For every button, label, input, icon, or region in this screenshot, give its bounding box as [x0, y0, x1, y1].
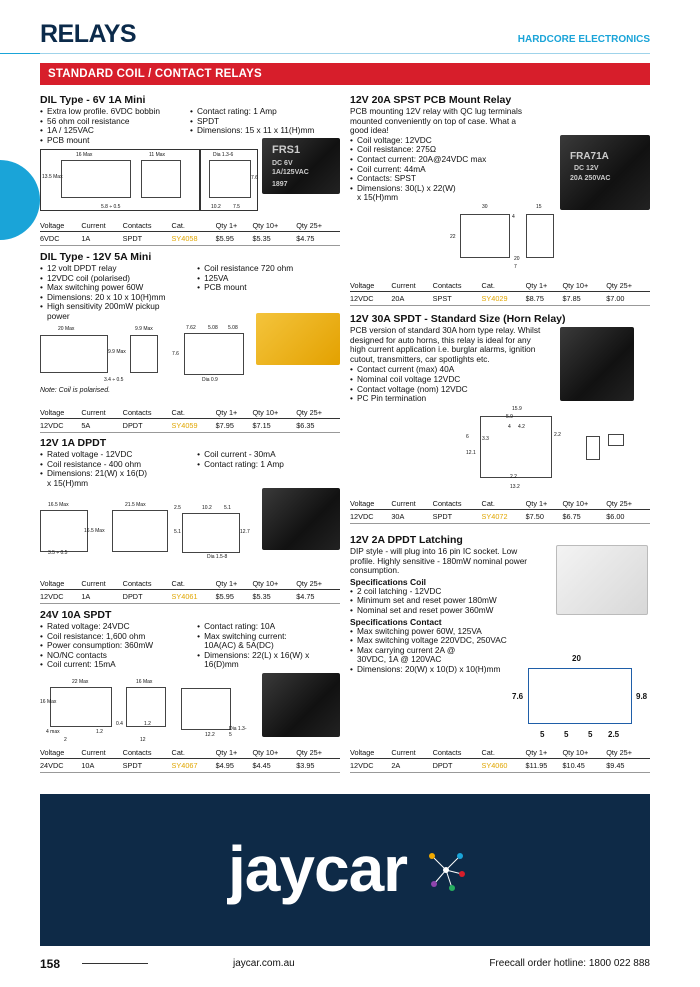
table-header-row: [40, 747, 340, 759]
dimension-diagram: [40, 323, 160, 385]
price-table: [40, 407, 340, 433]
cell-price: $6.00: [606, 510, 650, 524]
cell-current: 1A: [81, 590, 122, 604]
spec-item: • Nominal coil voltage 12VDC: [350, 375, 650, 385]
price-table: [40, 220, 340, 246]
cell-price: $5.35: [252, 590, 296, 604]
dimension-diagram: [40, 149, 200, 211]
cell-voltage: 24VDC: [40, 759, 81, 773]
table-row: [350, 759, 650, 773]
dim-label: 16 Max: [40, 699, 57, 705]
product-photo: [262, 673, 340, 737]
dim-label: 7.6: [512, 692, 524, 701]
dim-label: 1.2: [96, 729, 103, 735]
cell-current: 2A: [391, 759, 432, 773]
spec-item: • Max switching voltage 220VDC, 250VAC: [350, 636, 650, 646]
table-header-row: [350, 280, 650, 292]
column-header: Voltage: [350, 280, 391, 292]
spec-list: [40, 264, 197, 322]
column-header: Qty 10+: [563, 747, 607, 759]
dim-label: 30: [482, 204, 488, 210]
column-header: Contacts: [433, 498, 482, 510]
dim-label: 5.08: [208, 325, 218, 331]
spec-item: • Coil voltage: 12VDC: [350, 136, 520, 146]
spec-item: • Contact rating: 1 Amp: [190, 107, 340, 117]
column-header: Voltage: [40, 407, 81, 419]
dim-label: 5: [588, 730, 593, 739]
column-header: Current: [391, 498, 432, 510]
column-header: Qty 25+: [606, 747, 650, 759]
column-header: Current: [81, 747, 122, 759]
spec-item: • Dimensions: 20 x 10 x 10(H)mm: [40, 293, 197, 303]
column-header: Qty 1+: [216, 578, 253, 590]
spec-list: [40, 622, 197, 670]
column-header: Cat.: [482, 280, 526, 292]
dim-label: 2.5: [608, 730, 620, 739]
spec-item: • Max switching power 60W, 125VA: [350, 627, 650, 637]
dim-label: 5.1: [174, 529, 181, 535]
spec-item: • PCB mount: [40, 136, 190, 146]
spec-item: • Rated voltage - 12VDC: [40, 450, 197, 460]
table-row: [350, 292, 650, 306]
column-header: Contacts: [433, 280, 482, 292]
dim-label: 4: [508, 424, 511, 430]
column-header: Cat.: [172, 220, 216, 232]
dim-label: 10.2: [211, 204, 221, 210]
column-header: Contacts: [433, 747, 482, 759]
spec-item: • Coil resistance 720 ohm: [197, 264, 340, 274]
spec-item: • Rated voltage: 24VDC: [40, 622, 197, 632]
column-header: Cat.: [481, 747, 525, 759]
spec-item: • Contact current: 20A@24VDC max: [350, 155, 520, 165]
dimension-diagram: [448, 200, 560, 272]
header-rule-accent: [0, 53, 40, 54]
price-table: [350, 498, 650, 524]
spec-item: • 12VDC coil (polarised): [40, 274, 197, 284]
cell-price: $7.85: [562, 292, 606, 306]
cell-voltage: 12VDC: [350, 292, 391, 306]
cell-contacts: SPST: [433, 292, 482, 306]
dim-label: 16.5 Max: [48, 502, 69, 508]
cell-price: $7.95: [216, 419, 253, 433]
cell-price: $6.35: [296, 419, 340, 433]
photo-label: 20A 250VAC: [570, 175, 611, 182]
dim-label: 15.9: [512, 406, 522, 412]
column-header: Cat.: [172, 407, 216, 419]
dim-label: 3.4 ÷ 0.5: [104, 377, 124, 383]
dim-label: 12.7: [240, 529, 250, 535]
spec-item: • 125VA: [197, 274, 340, 284]
circuit-symbol: [580, 430, 630, 470]
spec-item: • Coil current - 30mA: [197, 450, 340, 460]
table-header-row: [40, 220, 340, 232]
cell-current: 5A: [81, 419, 122, 433]
column-header: Current: [391, 280, 432, 292]
dim-label: 7.5: [233, 204, 240, 210]
column-header: Qty 25+: [296, 578, 340, 590]
cell-current: 1A: [81, 232, 122, 246]
photo-label: DC 12V: [574, 165, 599, 172]
column-header: Contacts: [123, 578, 172, 590]
spec-item: • Contact voltage (nom) 12VDC: [350, 385, 650, 395]
dim-label: 22 Max: [72, 679, 89, 685]
dim-label: 9.9 Max: [135, 326, 153, 332]
cell-price: $3.95: [296, 759, 340, 773]
product-title: 12V 20A SPST PCB Mount Relay: [350, 94, 512, 106]
price-table: [40, 747, 340, 773]
dim-label: 13.2: [510, 484, 520, 490]
dimension-diagram: [462, 402, 570, 494]
section-subheading: Specifications Coil: [350, 576, 427, 587]
spec-item: • Max switching current: 10A(AC) & 5A(DC): [197, 632, 297, 651]
cell-voltage: 12VDC: [350, 510, 391, 524]
cell-contacts: SPDT: [433, 510, 482, 524]
table-header-row: [350, 747, 650, 759]
column-header: Qty 10+: [252, 578, 296, 590]
product-photo: [262, 138, 340, 194]
cell-cat-link[interactable]: SY4061: [172, 590, 216, 604]
spec-item: • Coil resistance: 1,600 ohm: [40, 632, 197, 642]
column-header: Qty 25+: [606, 498, 650, 510]
footer-ornament: [82, 963, 148, 964]
spec-list: [40, 450, 197, 488]
spec-item: • Extra low profile. 6VDC bobbin: [40, 107, 190, 117]
spec-item: • Coil current: 15mA: [40, 660, 197, 670]
cell-price: $9.45: [606, 759, 650, 773]
spec-item: • NO/NC contacts: [40, 651, 197, 661]
dim-label: 5.08: [228, 325, 238, 331]
cell-price: $5.35: [252, 232, 296, 246]
dim-label: 4.2: [518, 424, 525, 430]
spec-item: • High sensitivity 200mW pickup power: [40, 302, 160, 321]
dim-label: 9.9 Max: [108, 349, 126, 355]
column-header: Contacts: [123, 407, 172, 419]
product-description: PCB mounting 12V relay with QC lug terminals mounted conveniently on top of case. What a good idea!: [350, 106, 523, 136]
dim-label: 16.5 Max: [84, 528, 105, 534]
spec-list: [350, 136, 520, 203]
price-table: [350, 280, 650, 306]
cell-voltage: 6VDC: [40, 232, 81, 246]
dimension-diagram: [40, 500, 170, 560]
cell-price: $5.95: [216, 590, 253, 604]
spec-item: • Dimensions: 15 x 11 x 11(H)mm: [190, 126, 340, 136]
spec-item: • Coil resistance - 400 ohm: [40, 460, 197, 470]
cell-cat-link[interactable]: SY4059: [172, 419, 216, 433]
spec-item: • Minimum set and reset power 180mW: [350, 596, 650, 606]
cell-cat-link[interactable]: SY4029: [482, 292, 526, 306]
cell-price: $4.45: [252, 759, 296, 773]
column-header: Voltage: [350, 747, 391, 759]
spec-item: • Dimensions: 22(L) x 16(W) x 16(D)mm: [197, 651, 317, 670]
dim-label: 6: [466, 434, 469, 440]
dim-label: 4 max: [46, 729, 60, 735]
dim-label: 16 Max: [136, 679, 153, 685]
cell-price: $4.95: [216, 759, 253, 773]
cell-price: $5.95: [216, 232, 253, 246]
dim-label: 12.2: [205, 732, 215, 738]
dim-label: Dia 1.3-6: [213, 152, 234, 158]
spec-item: • Power consumption: 360mW: [40, 641, 197, 651]
spec-item: • Dimensions: 20(W) x 10(D) x 10(H)mm: [350, 665, 650, 675]
table-row: [40, 419, 340, 433]
dim-label: 11 Max: [149, 152, 166, 158]
cell-cat-link[interactable]: SY4058: [172, 232, 216, 246]
column-header: Qty 25+: [296, 407, 340, 419]
column-header: Qty 1+: [526, 498, 563, 510]
brand-label: HARDCORE ELECTRONICS: [517, 34, 650, 45]
column-header: Current: [81, 578, 122, 590]
cell-price: $11.95: [526, 759, 563, 773]
spec-item: • Dimensions: 21(W) x 16(D) x 15(H)mm: [40, 469, 150, 488]
dim-label: 9.8: [636, 692, 648, 701]
spec-item: • Nominal set and reset power 360mW: [350, 606, 650, 616]
column-header: Current: [391, 747, 432, 759]
dim-label: 5: [564, 730, 569, 739]
dim-label: 5.8 ÷ 0.5: [101, 204, 121, 210]
dim-label: 7.6: [251, 175, 258, 181]
price-table: [40, 578, 340, 604]
product-description: PCB version of standard 30A horn type relay. Whilst designed for auto horns, this relay is ideal for any high current application i.e. burglar alarms, ignition cutout, transmitters, car spotlights etc.: [350, 325, 541, 364]
dim-label: 22: [450, 234, 456, 240]
product-title: DIL Type - 12V 5A Mini: [40, 251, 152, 263]
cell-price: $7.50: [526, 510, 563, 524]
cell-voltage: 12VDC: [40, 590, 81, 604]
dim-label: Dia 1.5-8: [207, 554, 228, 560]
column-header: Qty 1+: [526, 747, 563, 759]
spec-item: • Contact current (max) 40A: [350, 365, 650, 375]
column-header: Cat.: [172, 747, 216, 759]
cell-cat-link[interactable]: SY4072: [482, 510, 526, 524]
column-header: Contacts: [123, 747, 172, 759]
dim-label: 3.5 ÷ 0.5: [48, 550, 68, 556]
table-row: [40, 232, 340, 246]
pin-diagram: [177, 686, 247, 744]
page-title: RELAYS: [40, 20, 137, 48]
dim-label: 3.3: [482, 436, 489, 442]
column-header: Qty 1+: [216, 407, 253, 419]
dim-label: Dia 1.3-5: [229, 726, 247, 738]
dim-label: 4: [512, 214, 515, 220]
dim-label: 13.5 Max: [42, 174, 63, 180]
dim-label: 15: [536, 204, 542, 210]
column-header: Current: [81, 407, 122, 419]
spec-item: • Max carrying current 2A @ 30VDC, 1A @ 120VAC: [350, 646, 485, 665]
pin-diagram: [172, 323, 250, 385]
dim-label: 2.2: [554, 432, 561, 438]
dimension-diagram: [512, 650, 650, 742]
spec-item: • 2 coil latching - 12VDC: [350, 587, 650, 597]
dim-label: 20: [572, 654, 581, 663]
column-header: Voltage: [40, 578, 81, 590]
spec-item: • Contact rating: 10A: [197, 622, 340, 632]
spec-item: • Dimensions: 30(L) x 22(W) x 15(H)mm: [350, 184, 460, 203]
column-header: Qty 1+: [526, 280, 563, 292]
column-header: Qty 10+: [252, 407, 296, 419]
dim-label: 20 Max: [58, 326, 75, 332]
pin-diagram: [200, 149, 258, 211]
column-header: Qty 25+: [606, 280, 650, 292]
column-header: Qty 10+: [252, 747, 296, 759]
cell-voltage: 12VDC: [40, 419, 81, 433]
website-link[interactable]: jaycar.com.au: [233, 958, 295, 969]
product-photo: [556, 545, 648, 615]
cell-cat-link[interactable]: SY4067: [172, 759, 216, 773]
dim-label: 7.6: [172, 351, 179, 357]
product-note: Note: Coil is polarised.: [40, 387, 111, 394]
dim-label: 2.2: [510, 474, 517, 480]
dim-label: 7: [514, 264, 517, 270]
dim-label: 5.9: [506, 414, 513, 420]
table-row: [40, 590, 340, 604]
cell-contacts: DPDT: [123, 590, 172, 604]
column-header: Voltage: [40, 220, 81, 232]
product-12v-1a-dpdt: [40, 437, 340, 488]
spec-item: • Contacts: SPST: [350, 174, 520, 184]
cell-contacts: DPDT: [433, 759, 482, 773]
column-header: Voltage: [40, 747, 81, 759]
pin-diagram: [172, 503, 252, 563]
photo-label: 1897: [272, 181, 288, 188]
dim-label: 1.2: [144, 721, 151, 727]
cell-voltage: 12VDC: [350, 759, 391, 773]
column-header: Cat.: [482, 498, 526, 510]
photo-label: FRS1: [272, 144, 301, 156]
cell-contacts: SPDT: [123, 232, 172, 246]
product-title: 24V 10A SPDT: [40, 609, 112, 621]
product-photo: [256, 313, 340, 365]
cell-cat-link[interactable]: SY4060: [481, 759, 525, 773]
spec-item: • Coil current: 44mA: [350, 165, 520, 175]
column-header: Qty 25+: [296, 220, 340, 232]
spec-item: • Contact rating: 1 Amp: [197, 460, 340, 470]
dim-label: 7.62: [186, 325, 196, 331]
product-title: 12V 2A DPDT Latching: [350, 534, 463, 546]
dim-label: 2: [64, 737, 67, 743]
photo-label: 1A/125VAC: [272, 169, 309, 176]
spec-item: • 1A / 125VAC: [40, 126, 190, 136]
dim-label: Dia 0.9: [202, 377, 218, 383]
spec-item: • SPDT: [190, 117, 340, 127]
logo-network-icon: [424, 848, 468, 892]
product-title: 12V 30A SPDT - Standard Size (Horn Relay): [350, 313, 566, 325]
jaycar-logo[interactable]: jaycar: [228, 833, 408, 905]
cell-current: 20A: [391, 292, 432, 306]
table-header-row: [350, 498, 650, 510]
section-subheading: Specifications Contact: [350, 616, 442, 627]
column-header: Current: [81, 220, 122, 232]
spec-item: • Max switching power 60W: [40, 283, 197, 293]
product-photo: [262, 488, 340, 550]
cell-contacts: DPDT: [123, 419, 172, 433]
cell-price: $6.75: [562, 510, 606, 524]
price-table: [350, 747, 650, 773]
dim-label: 12.1: [466, 450, 476, 456]
photo-label: DC 6V: [272, 160, 293, 167]
spec-item: • 12 volt DPDT relay: [40, 264, 197, 274]
dim-label: 16 Max: [76, 152, 93, 158]
spec-item: • 56 ohm coil resistance: [40, 117, 190, 127]
spec-item: • PC Pin termination: [350, 394, 650, 404]
page-number: 158: [40, 957, 61, 971]
edge-tab-decoration: [0, 160, 40, 240]
cell-price: $4.75: [296, 232, 340, 246]
column-header: Qty 10+: [252, 220, 296, 232]
cell-price: $7.15: [252, 419, 296, 433]
spec-list: [40, 107, 190, 145]
column-header: Qty 1+: [216, 747, 253, 759]
dim-label: 5.1: [224, 505, 231, 511]
cell-contacts: SPDT: [123, 759, 172, 773]
cell-current: 30A: [391, 510, 432, 524]
column-header: Qty 25+: [296, 747, 340, 759]
dim-label: 10.2: [202, 505, 212, 511]
photo-label: FRA71A: [570, 151, 609, 162]
spec-list: [197, 622, 340, 670]
column-header: Contacts: [123, 220, 172, 232]
dim-label: 20: [514, 256, 520, 262]
table-row: [40, 759, 340, 773]
column-header: Voltage: [350, 498, 391, 510]
cell-price: $10.45: [563, 759, 607, 773]
column-header: Qty 10+: [562, 280, 606, 292]
column-header: Qty 1+: [216, 220, 253, 232]
dim-label: 0.4: [116, 721, 123, 727]
dim-label: 21.5 Max: [125, 502, 146, 508]
product-dil-12v-5a: [40, 251, 340, 322]
spec-item: • PCB mount: [197, 283, 340, 293]
product-description: DIP style - will plug into 16 pin IC socket. Low profile. Highly sensitive - 180mW nominal power consumption.: [350, 546, 528, 576]
product-photo: [560, 327, 634, 401]
table-row: [350, 510, 650, 524]
product-title: 12V 1A DPDT: [40, 437, 107, 449]
cell-price: $4.75: [296, 590, 340, 604]
hotline-text: Freecall order hotline: 1800 022 888: [489, 958, 650, 969]
dimension-diagram: [40, 677, 170, 745]
product-photo: [560, 135, 650, 210]
spec-item: • Coil resistance: 275Ω: [350, 145, 520, 155]
cell-current: 10A: [81, 759, 122, 773]
header-rule: [40, 53, 650, 54]
cell-price: $8.75: [526, 292, 563, 306]
dim-label: 12: [140, 737, 146, 743]
column-header: Qty 10+: [562, 498, 606, 510]
dim-label: 5: [540, 730, 545, 739]
product-title: DIL Type - 6V 1A Mini: [40, 94, 146, 106]
cell-price: $7.00: [606, 292, 650, 306]
table-header-row: [40, 407, 340, 419]
dim-label: 2.5: [174, 505, 181, 511]
spec-list: [197, 450, 340, 488]
column-header: Cat.: [172, 578, 216, 590]
table-header-row: [40, 578, 340, 590]
product-24v-10a-spdt: [40, 609, 340, 670]
section-banner: STANDARD COIL / CONTACT RELAYS: [40, 63, 650, 85]
